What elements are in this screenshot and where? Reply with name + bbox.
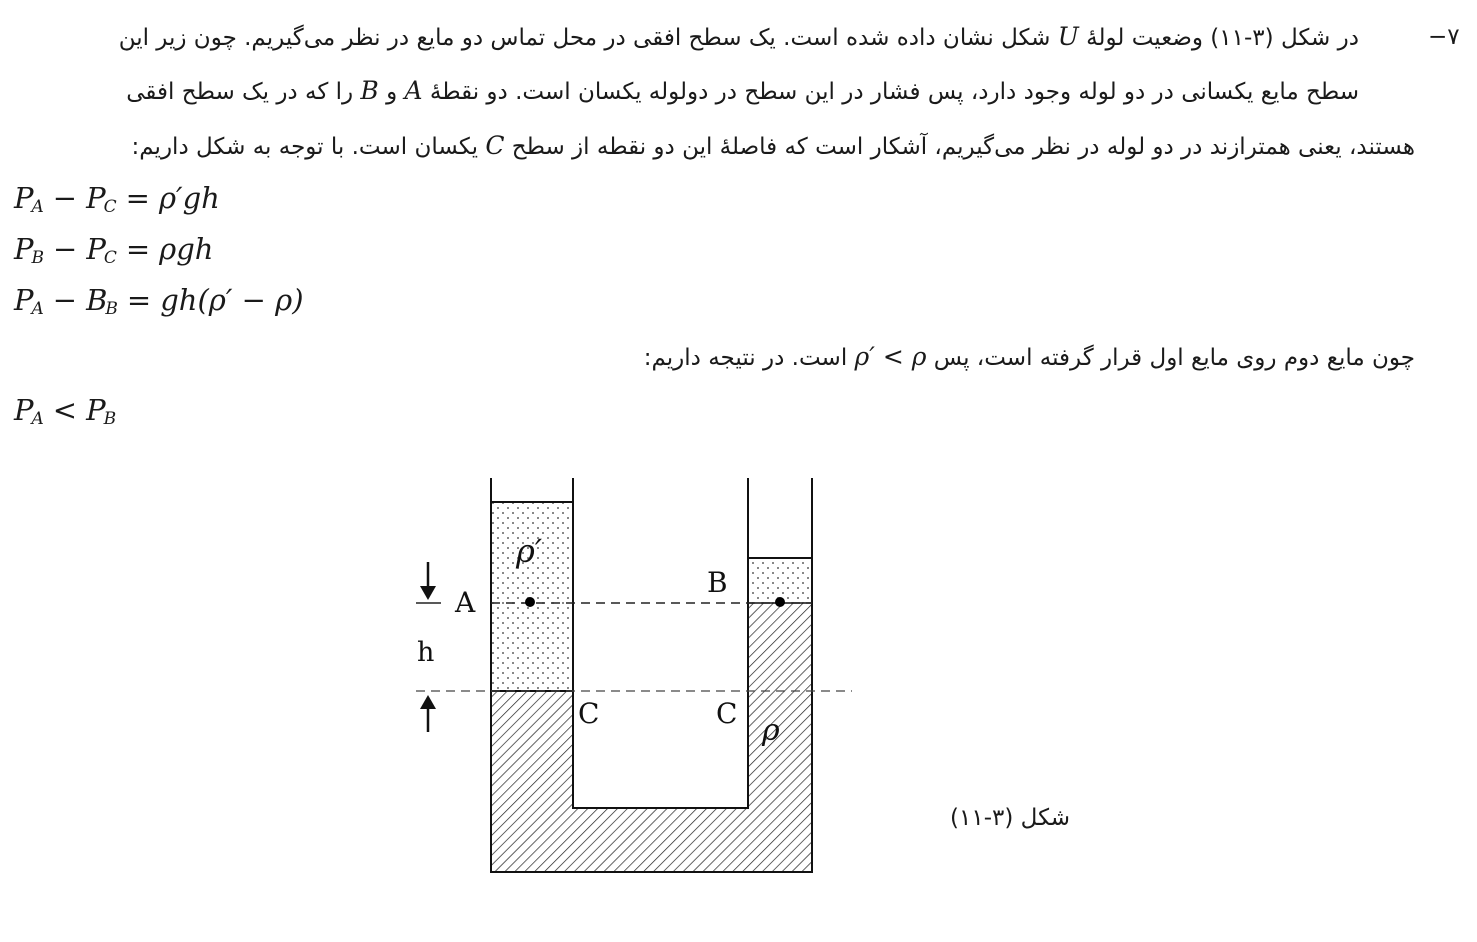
eq1-symbol-2: P xyxy=(86,181,106,215)
conclusion-part-b: است. در نتیجه داریم: xyxy=(643,345,848,371)
line2-part-b: را که در یک سطح افقی xyxy=(126,79,354,105)
eq3-subscript-2: B xyxy=(105,299,118,319)
point-a-dot xyxy=(525,597,535,607)
eq2-subscript: B xyxy=(31,248,45,268)
line2-part-a: سطح مایع یکسانی در دو لوله وجود دارد، پس فشار در این سطح در دولوله یکسان است. دو نقطۀ xyxy=(429,79,1359,105)
label-b: B xyxy=(707,566,728,599)
label-c-left: C xyxy=(578,697,600,730)
conclusion-line xyxy=(644,342,1415,373)
final-symbol-2: P xyxy=(86,393,106,427)
point-b-dot xyxy=(775,597,785,607)
eq1-subscript-2: C xyxy=(103,197,117,217)
eq3-minus: − xyxy=(52,283,78,317)
eq2-equals: = xyxy=(125,232,151,266)
h-arrow-up-icon xyxy=(420,695,436,709)
problem-line-3 xyxy=(131,131,1415,162)
u-tube-diagram xyxy=(380,470,860,890)
eq3-symbol: P xyxy=(14,283,34,317)
line3-part-a: هستند، یعنی همترازند در دو لوله در نظر می‌گیریم، آشکار است که فاصلۀ این دو نقطه از سطح xyxy=(511,134,1415,160)
eq2-minus: − xyxy=(53,232,78,266)
liquid-rho-prime-left xyxy=(491,502,573,691)
tube-inner-wall xyxy=(573,478,748,808)
eq3-rhs: gh(ρ′ − ρ) xyxy=(160,283,304,317)
equation-3 xyxy=(14,282,304,323)
line1-part-a: در شکل (۳-۱۱) وضعیت لولۀ xyxy=(1086,25,1359,51)
eq2-symbol-2: P xyxy=(86,232,106,266)
label-a: A xyxy=(455,586,476,619)
label-c-right: C xyxy=(716,697,738,730)
eq2-symbol: P xyxy=(14,232,34,266)
problem-line-2 xyxy=(126,76,1359,107)
final-subscript-2: B xyxy=(103,409,117,429)
rho-label: ρ xyxy=(762,713,780,748)
line3-part-b: یکسان است. با توجه به شکل داریم: xyxy=(131,134,478,160)
density-relation: ρ′ < ρ xyxy=(854,342,927,371)
final-relation xyxy=(14,392,116,433)
equation-2 xyxy=(14,231,213,272)
final-subscript: A xyxy=(31,409,44,429)
u-letter: U xyxy=(1057,22,1079,51)
point-a-symbol: A xyxy=(404,76,423,105)
eq1-equals: = xyxy=(125,181,150,215)
line1-part-b: شکل نشان داده شده است. یک سطح افقی در محل تماس دو مایع در نظر می‌گیریم. چون زیر این xyxy=(118,25,1051,51)
point-c-symbol: C xyxy=(485,131,505,160)
problem-line-1 xyxy=(119,22,1359,53)
h-arrow-down-icon xyxy=(420,586,436,600)
equation-1 xyxy=(14,180,220,221)
eq2-rhs: ρgh xyxy=(159,232,214,266)
eq2-subscript-2: C xyxy=(103,248,117,268)
eq3-symbol-2: B xyxy=(86,283,108,317)
eq1-symbol: P xyxy=(14,181,34,215)
eq1-subscript: A xyxy=(31,197,44,217)
point-b-symbol: B xyxy=(360,76,379,105)
liquid-rho-prime-right xyxy=(748,558,812,603)
final-symbol: P xyxy=(14,393,34,427)
final-less-than: < xyxy=(52,393,78,427)
eq3-equals: = xyxy=(126,283,152,317)
problem-number: −۷ xyxy=(1428,24,1460,50)
label-h: h xyxy=(417,637,435,668)
rho-prime-label: ρ′ xyxy=(516,532,543,570)
eq3-subscript: A xyxy=(31,299,44,319)
eq1-minus: − xyxy=(52,181,78,215)
figure-caption: شکل (۳-۱۱) xyxy=(950,805,1071,831)
conclusion-part-a: چون مایع دوم روی مایع اول قرار گرفته است، پس xyxy=(933,345,1415,371)
eq1-rhs: ρ′gh xyxy=(158,181,220,215)
line2-and: و xyxy=(386,79,398,105)
